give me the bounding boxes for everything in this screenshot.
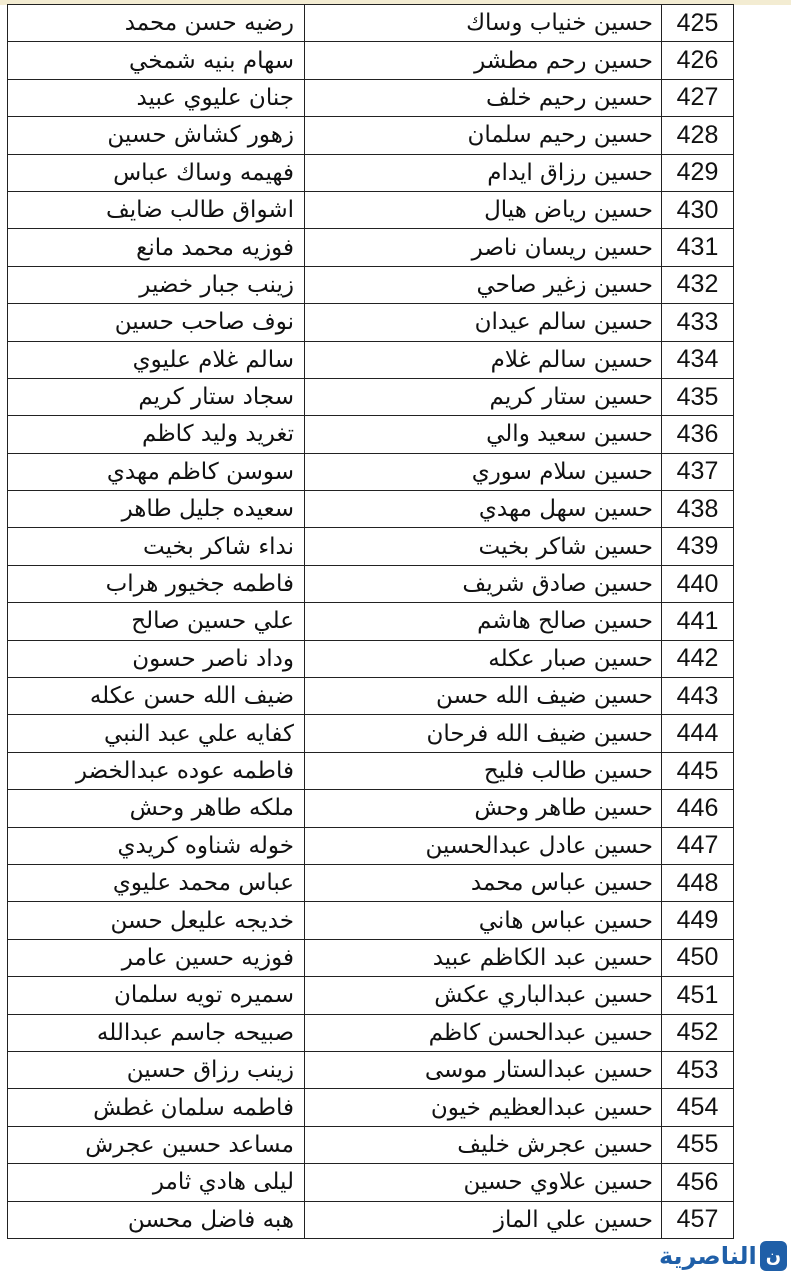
person-name-cell: حسين شاكر بخيت <box>305 528 662 565</box>
person-name-cell: حسين سلام سوري <box>305 453 662 490</box>
row-number-cell: 451 <box>662 977 734 1014</box>
row-number-cell: 448 <box>662 864 734 901</box>
mother-name-cell: علي حسين صالح <box>8 603 305 640</box>
person-name-cell: حسين عجرش خليف <box>305 1126 662 1163</box>
mother-name-cell: سجاد ستار كريم <box>8 378 305 415</box>
table-row <box>8 1014 734 1051</box>
mother-name-cell: جنان عليوي عبيد <box>8 79 305 116</box>
table-row <box>8 5 734 42</box>
table-row <box>8 752 734 789</box>
table-row <box>8 902 734 939</box>
row-number-cell: 428 <box>662 117 734 154</box>
row-number-cell: 437 <box>662 453 734 490</box>
person-name-cell: حسين عباس محمد <box>305 864 662 901</box>
person-name-cell: حسين ستار كريم <box>305 378 662 415</box>
person-name-cell: حسين عبدالحسن كاظم <box>305 1014 662 1051</box>
table-row <box>8 1201 734 1238</box>
mother-name-cell: زينب جبار خضير <box>8 266 305 303</box>
table-row <box>8 790 734 827</box>
row-number-cell: 441 <box>662 603 734 640</box>
row-number-cell: 426 <box>662 42 734 79</box>
person-name-cell: حسين علاوي حسين <box>305 1164 662 1201</box>
table-row <box>8 378 734 415</box>
mother-name-cell: ملكه طاهر وحش <box>8 790 305 827</box>
person-name-cell: حسين عادل عبدالحسين <box>305 827 662 864</box>
table-row <box>8 528 734 565</box>
person-name-cell: حسين خنياب وساك <box>305 5 662 42</box>
mother-name-cell: فاطمه عوده عبدالخضر <box>8 752 305 789</box>
row-number-cell: 440 <box>662 565 734 602</box>
mother-name-cell: فاطمه سلمان غطش <box>8 1089 305 1126</box>
mother-name-cell: فوزيه محمد مانع <box>8 229 305 266</box>
mother-name-cell: زهور كشاش حسين <box>8 117 305 154</box>
person-name-cell: حسين عبدالعظيم خيون <box>305 1089 662 1126</box>
table-row <box>8 565 734 602</box>
mother-name-cell: مساعد حسين عجرش <box>8 1126 305 1163</box>
person-name-cell: حسين عباس هاني <box>305 902 662 939</box>
table-row <box>8 827 734 864</box>
person-name-cell: حسين صالح هاشم <box>305 603 662 640</box>
mother-name-cell: رضيه حسن محمد <box>8 5 305 42</box>
person-name-cell: حسين زغير صاحي <box>305 266 662 303</box>
person-name-cell: حسين رحم مطشر <box>305 42 662 79</box>
person-name-cell: حسين طالب فليح <box>305 752 662 789</box>
row-number-cell: 453 <box>662 1051 734 1088</box>
person-name-cell: حسين ريسان ناصر <box>305 229 662 266</box>
mother-name-cell: هبه فاضل محسن <box>8 1201 305 1238</box>
table-row <box>8 304 734 341</box>
row-number-cell: 454 <box>662 1089 734 1126</box>
mother-name-cell: عباس محمد عليوي <box>8 864 305 901</box>
row-number-cell: 447 <box>662 827 734 864</box>
mother-name-cell: خوله شناوه كريدي <box>8 827 305 864</box>
mother-name-cell: فاطمه جخيور هراب <box>8 565 305 602</box>
mother-name-cell: خديجه عليعل حسن <box>8 902 305 939</box>
mother-name-cell: وداد ناصر حسون <box>8 640 305 677</box>
logo-text: الناصرية <box>659 1242 757 1270</box>
table-row <box>8 678 734 715</box>
row-number-cell: 435 <box>662 378 734 415</box>
row-number-cell: 445 <box>662 752 734 789</box>
table-row <box>8 1089 734 1126</box>
table-row <box>8 229 734 266</box>
table-row <box>8 79 734 116</box>
mother-name-cell: اشواق طالب ضايف <box>8 191 305 228</box>
person-name-cell: حسين سهل مهدي <box>305 491 662 528</box>
table-row <box>8 266 734 303</box>
table-row <box>8 1164 734 1201</box>
row-number-cell: 429 <box>662 154 734 191</box>
row-number-cell: 438 <box>662 491 734 528</box>
row-number-cell: 446 <box>662 790 734 827</box>
mother-name-cell: تغريد وليد كاظم <box>8 416 305 453</box>
person-name-cell: حسين عبدالستار موسى <box>305 1051 662 1088</box>
table-row <box>8 864 734 901</box>
person-name-cell: حسين عبدالباري عكش <box>305 977 662 1014</box>
person-name-cell: حسين رزاق ايدام <box>305 154 662 191</box>
mother-name-cell: ليلى هادي ثامر <box>8 1164 305 1201</box>
row-number-cell: 456 <box>662 1164 734 1201</box>
person-name-cell: حسين سالم عيدان <box>305 304 662 341</box>
row-number-cell: 434 <box>662 341 734 378</box>
row-number-cell: 449 <box>662 902 734 939</box>
person-name-cell: حسين سعيد والي <box>305 416 662 453</box>
mother-name-cell: صبيحه جاسم عبدالله <box>8 1014 305 1051</box>
table-row <box>8 1126 734 1163</box>
row-number-cell: 439 <box>662 528 734 565</box>
table-row <box>8 603 734 640</box>
mother-name-cell: فهيمه وساك عباس <box>8 154 305 191</box>
mother-name-cell: ضيف الله حسن عكله <box>8 678 305 715</box>
table-row <box>8 191 734 228</box>
table-row <box>8 42 734 79</box>
mother-name-cell: فوزيه حسين عامر <box>8 939 305 976</box>
table-row <box>8 341 734 378</box>
person-name-cell: حسين رحيم سلمان <box>305 117 662 154</box>
names-table <box>7 4 734 1239</box>
person-name-cell: حسين سالم غلام <box>305 341 662 378</box>
table-row <box>8 416 734 453</box>
person-name-cell: حسين طاهر وحش <box>305 790 662 827</box>
person-name-cell: حسين صادق شريف <box>305 565 662 602</box>
row-number-cell: 442 <box>662 640 734 677</box>
watermark-logo <box>659 1236 787 1276</box>
mother-name-cell: سوسن كاظم مهدي <box>8 453 305 490</box>
table-body <box>8 5 734 1239</box>
row-number-cell: 433 <box>662 304 734 341</box>
row-number-cell: 432 <box>662 266 734 303</box>
person-name-cell: حسين ضيف الله فرحان <box>305 715 662 752</box>
row-number-cell: 444 <box>662 715 734 752</box>
table-row <box>8 1051 734 1088</box>
person-name-cell: حسين علي الماز <box>305 1201 662 1238</box>
table-row <box>8 117 734 154</box>
person-name-cell: حسين صبار عكله <box>305 640 662 677</box>
mother-name-cell: كفايه علي عبد النبي <box>8 715 305 752</box>
table-row <box>8 977 734 1014</box>
mother-name-cell: زينب رزاق حسين <box>8 1051 305 1088</box>
table-row <box>8 491 734 528</box>
mother-name-cell: سعيده جليل طاهر <box>8 491 305 528</box>
logo-mark-icon: ن <box>760 1241 787 1271</box>
row-number-cell: 425 <box>662 5 734 42</box>
table-row <box>8 939 734 976</box>
mother-name-cell: سميره تويه سلمان <box>8 977 305 1014</box>
row-number-cell: 431 <box>662 229 734 266</box>
table-row <box>8 640 734 677</box>
row-number-cell: 457 <box>662 1201 734 1238</box>
mother-name-cell: نداء شاكر بخيت <box>8 528 305 565</box>
row-number-cell: 430 <box>662 191 734 228</box>
row-number-cell: 450 <box>662 939 734 976</box>
person-name-cell: حسين ضيف الله حسن <box>305 678 662 715</box>
table-row <box>8 154 734 191</box>
person-name-cell: حسين عبد الكاظم عبيد <box>305 939 662 976</box>
mother-name-cell: سهام بنيه شمخي <box>8 42 305 79</box>
row-number-cell: 443 <box>662 678 734 715</box>
row-number-cell: 452 <box>662 1014 734 1051</box>
mother-name-cell: نوف صاحب حسين <box>8 304 305 341</box>
table-row <box>8 715 734 752</box>
person-name-cell: حسين رياض هيال <box>305 191 662 228</box>
row-number-cell: 427 <box>662 79 734 116</box>
table-row <box>8 453 734 490</box>
mother-name-cell: سالم غلام عليوي <box>8 341 305 378</box>
row-number-cell: 436 <box>662 416 734 453</box>
person-name-cell: حسين رحيم خلف <box>305 79 662 116</box>
row-number-cell: 455 <box>662 1126 734 1163</box>
